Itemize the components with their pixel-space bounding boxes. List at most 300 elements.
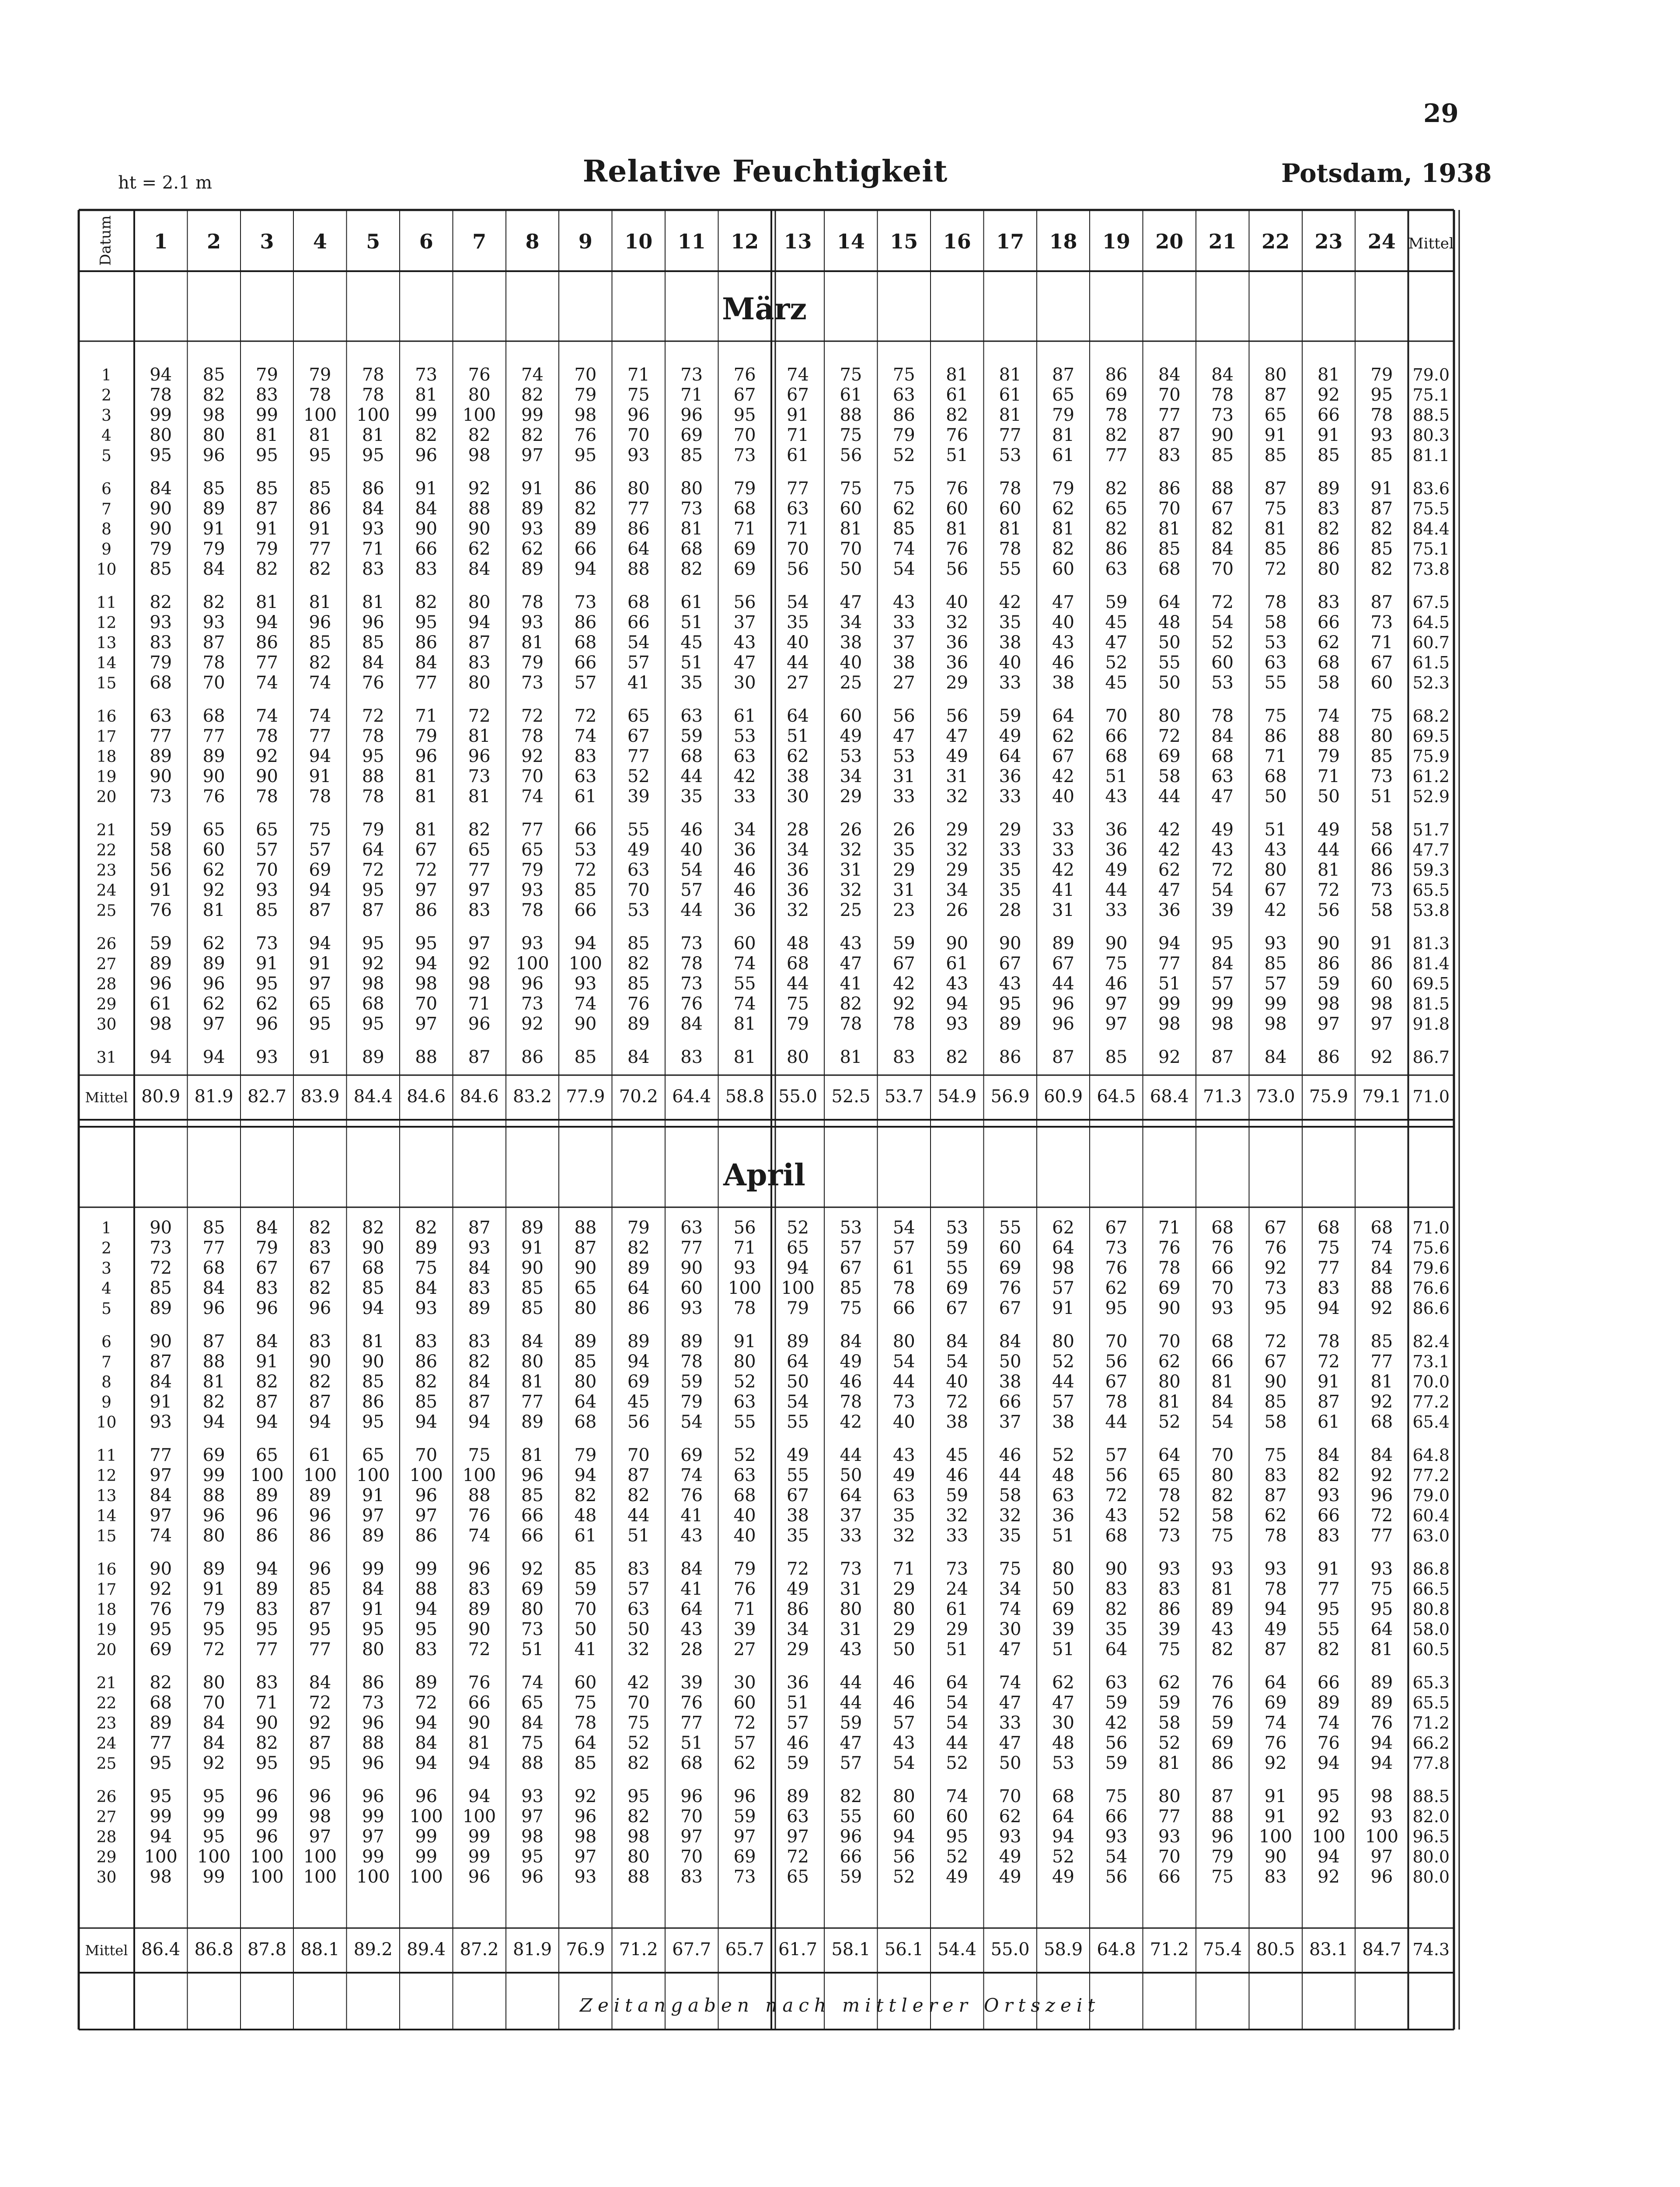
value-cell: 92 — [468, 479, 491, 499]
value-cell: 31 — [892, 766, 915, 786]
value-cell: 85 — [574, 1047, 597, 1067]
value-cell: 47 — [1052, 592, 1074, 612]
value-cell: 77 — [309, 726, 331, 746]
value-cell: 82 — [1105, 519, 1128, 539]
value-cell: 74 — [680, 1465, 703, 1485]
value-cell: 91 — [1264, 425, 1287, 445]
value-cell: 84 — [256, 1218, 278, 1238]
value-cell: 78 — [1105, 1392, 1128, 1412]
value-cell: 97 — [415, 1506, 438, 1526]
value-cell: 78 — [1158, 1485, 1181, 1506]
value-cell: 82 — [309, 653, 331, 673]
value-cell: 88 — [1211, 1806, 1234, 1827]
value-cell: 32 — [946, 840, 969, 860]
value-cell: 67 — [787, 385, 809, 405]
value-cell: 92 — [362, 954, 384, 974]
value-cell: 33 — [1052, 840, 1074, 860]
value-cell: 42 — [840, 1412, 862, 1432]
daily-mean-cell: 68.2 — [1412, 706, 1450, 726]
value-cell: 79 — [362, 820, 384, 840]
value-cell: 93 — [202, 612, 225, 632]
value-cell: 92 — [521, 1014, 544, 1034]
value-cell: 85 — [1264, 954, 1287, 974]
value-cell: 85 — [256, 900, 278, 920]
value-cell: 57 — [892, 1713, 915, 1733]
value-cell: 73 — [521, 994, 544, 1014]
value-cell: 59 — [1318, 974, 1340, 994]
value-cell: 91 — [309, 766, 331, 786]
value-cell: 96 — [468, 1014, 491, 1034]
value-cell: 90 — [362, 1352, 384, 1372]
value-cell: 90 — [574, 1258, 597, 1278]
value-cell: 83 — [468, 900, 491, 920]
value-cell: 43 — [1052, 632, 1074, 653]
value-cell: 100 — [250, 1847, 284, 1867]
value-cell: 83 — [468, 653, 491, 673]
value-cell: 97 — [309, 1827, 331, 1847]
value-cell: 93 — [521, 880, 544, 900]
value-cell: 81 — [999, 519, 1021, 539]
footer-note: Zeitangaben nach mittlerer Ortszeit — [579, 1995, 1101, 2016]
value-cell: 82 — [202, 592, 225, 612]
value-cell: 95 — [574, 445, 597, 465]
value-cell: 63 — [733, 1392, 756, 1412]
value-cell: 81 — [415, 820, 438, 840]
value-cell: 79 — [680, 1392, 703, 1412]
date-cell: 29 — [96, 1848, 117, 1866]
value-cell: 37 — [892, 632, 915, 653]
page-title: Relative Feuchtigkeit — [582, 154, 948, 189]
value-cell: 54 — [946, 1352, 969, 1372]
value-cell: 29 — [946, 860, 969, 880]
hourly-mean-cell: 52.5 — [831, 1087, 871, 1107]
date-cell: 3 — [101, 407, 112, 425]
value-cell: 29 — [840, 786, 862, 807]
value-cell: 79 — [1370, 365, 1393, 385]
value-cell: 99 — [1264, 994, 1287, 1014]
value-cell: 43 — [840, 1639, 862, 1659]
value-cell: 75 — [892, 365, 915, 385]
hour-header: 8 — [525, 230, 540, 253]
hour-header: 23 — [1314, 230, 1343, 253]
hour-header: 12 — [731, 230, 759, 253]
value-cell: 90 — [1211, 425, 1234, 445]
value-cell: 78 — [1318, 1331, 1340, 1352]
value-cell: 54 — [787, 1392, 809, 1412]
value-cell: 65 — [1264, 405, 1287, 425]
value-cell: 97 — [787, 1827, 809, 1847]
value-cell: 81 — [999, 405, 1021, 425]
value-cell: 77 — [202, 1238, 225, 1258]
value-cell: 49 — [627, 840, 650, 860]
value-cell: 43 — [680, 1526, 703, 1546]
value-cell: 89 — [1052, 933, 1074, 954]
value-cell: 55 — [627, 820, 650, 840]
hourly-mean-cell: 75.9 — [1309, 1087, 1349, 1107]
value-cell: 35 — [892, 1506, 915, 1526]
value-cell: 52 — [733, 1445, 756, 1465]
value-cell: 83 — [1318, 1278, 1340, 1298]
value-cell: 75 — [1264, 706, 1287, 726]
value-cell: 92 — [1264, 1753, 1287, 1773]
value-cell: 77 — [256, 653, 278, 673]
value-cell: 31 — [946, 766, 969, 786]
value-cell: 85 — [202, 1218, 225, 1238]
value-cell: 88 — [415, 1579, 438, 1599]
value-cell: 70 — [1211, 559, 1234, 579]
value-cell: 84 — [256, 1331, 278, 1352]
value-cell: 36 — [787, 1673, 809, 1693]
value-cell: 58 — [1318, 673, 1340, 693]
value-cell: 89 — [680, 1331, 703, 1352]
month-title: März — [722, 292, 807, 327]
value-cell: 90 — [1318, 933, 1340, 954]
value-cell: 86 — [362, 1392, 384, 1412]
value-cell: 82 — [1105, 479, 1128, 499]
date-cell: 6 — [101, 1333, 112, 1351]
value-cell: 70 — [627, 880, 650, 900]
value-cell: 96 — [1370, 1485, 1393, 1506]
daily-mean-cell: 60.7 — [1412, 633, 1450, 652]
value-cell: 64 — [1105, 1639, 1128, 1659]
hourly-mean-cell: 87.8 — [247, 1939, 287, 1960]
daily-mean-cell: 81.4 — [1412, 954, 1450, 973]
value-cell: 75 — [415, 1258, 438, 1278]
hourly-mean-cell: 64.4 — [672, 1087, 711, 1107]
value-cell: 81 — [1211, 1372, 1234, 1392]
value-cell: 65 — [1158, 1465, 1181, 1485]
value-cell: 76 — [362, 673, 384, 693]
hourly-mean-cell: 80.5 — [1256, 1939, 1295, 1960]
hourly-mean-cell: 60.9 — [1043, 1087, 1083, 1107]
value-cell: 74 — [946, 1786, 969, 1806]
value-cell: 36 — [787, 880, 809, 900]
value-cell: 61 — [1318, 1412, 1340, 1432]
value-cell: 82 — [309, 559, 331, 579]
value-cell: 72 — [1264, 559, 1287, 579]
value-cell: 35 — [1105, 1619, 1128, 1639]
value-cell: 75 — [840, 365, 862, 385]
value-cell: 93 — [1318, 1485, 1340, 1506]
value-cell: 98 — [1370, 1786, 1393, 1806]
value-cell: 39 — [1052, 1619, 1074, 1639]
value-cell: 91 — [150, 880, 172, 900]
value-cell: 91 — [787, 405, 809, 425]
value-cell: 81 — [256, 425, 278, 445]
value-cell: 57 — [840, 1238, 862, 1258]
value-cell: 47 — [999, 1639, 1021, 1659]
value-cell: 95 — [362, 445, 384, 465]
value-cell: 70 — [999, 1786, 1021, 1806]
value-cell: 55 — [787, 1412, 809, 1432]
value-cell: 83 — [468, 1278, 491, 1298]
value-cell: 82 — [946, 405, 969, 425]
value-cell: 96 — [202, 974, 225, 994]
value-cell: 48 — [787, 933, 809, 954]
value-cell: 95 — [256, 1619, 278, 1639]
value-cell: 40 — [946, 1372, 969, 1392]
value-cell: 99 — [415, 1559, 438, 1579]
value-cell: 84 — [415, 1278, 438, 1298]
daily-mean-cell: 71.2 — [1412, 1713, 1450, 1733]
value-cell: 78 — [521, 592, 544, 612]
value-cell: 87 — [1158, 425, 1181, 445]
value-cell: 47 — [840, 954, 862, 974]
value-cell: 86 — [362, 1673, 384, 1693]
value-cell: 59 — [840, 1713, 862, 1733]
value-cell: 89 — [627, 1258, 650, 1278]
value-cell: 63 — [1211, 766, 1234, 786]
value-cell: 69 — [202, 1445, 225, 1465]
value-cell: 72 — [574, 860, 597, 880]
value-cell: 56 — [733, 1218, 756, 1238]
value-cell: 84 — [1211, 1392, 1234, 1412]
value-cell: 99 — [256, 1806, 278, 1827]
daily-mean-cell: 63.0 — [1412, 1526, 1450, 1545]
value-cell: 42 — [1264, 900, 1287, 920]
value-cell: 30 — [733, 673, 756, 693]
value-cell: 60 — [1052, 559, 1074, 579]
value-cell: 50 — [574, 1619, 597, 1639]
value-cell: 85 — [627, 974, 650, 994]
date-cell: 19 — [96, 768, 117, 786]
value-cell: 68 — [680, 1753, 703, 1773]
date-cell: 11 — [96, 1447, 117, 1465]
value-cell: 89 — [202, 954, 225, 974]
value-cell: 78 — [999, 479, 1021, 499]
value-cell: 87 — [309, 1733, 331, 1753]
value-cell: 65 — [468, 840, 491, 860]
value-cell: 85 — [521, 1485, 544, 1506]
value-cell: 83 — [468, 1579, 491, 1599]
value-cell: 60 — [1370, 673, 1393, 693]
value-cell: 78 — [892, 1014, 915, 1034]
value-cell: 96 — [309, 1506, 331, 1526]
value-cell: 82 — [150, 1673, 172, 1693]
value-cell: 95 — [150, 1786, 172, 1806]
value-cell: 62 — [1264, 1506, 1287, 1526]
value-cell: 49 — [999, 726, 1021, 746]
value-cell: 44 — [840, 1673, 862, 1693]
value-cell: 76 — [1211, 1238, 1234, 1258]
value-cell: 26 — [892, 820, 915, 840]
value-cell: 86 — [1318, 954, 1340, 974]
hour-header: 14 — [837, 230, 865, 253]
value-cell: 32 — [946, 786, 969, 807]
value-cell: 75 — [1105, 954, 1128, 974]
value-cell: 93 — [150, 1412, 172, 1432]
hour-header: 20 — [1155, 230, 1184, 253]
value-cell: 87 — [202, 1331, 225, 1352]
value-cell: 94 — [574, 933, 597, 954]
value-cell: 85 — [574, 1753, 597, 1773]
value-cell: 87 — [468, 1218, 491, 1238]
value-cell: 76 — [946, 539, 969, 559]
value-cell: 65 — [309, 994, 331, 1014]
date-cell: 7 — [101, 1353, 112, 1371]
daily-mean-cell: 86.6 — [1412, 1299, 1450, 1318]
value-cell: 37 — [733, 612, 756, 632]
value-cell: 52 — [733, 1372, 756, 1392]
value-cell: 98 — [362, 974, 384, 994]
value-cell: 59 — [787, 1753, 809, 1773]
date-cell: 15 — [96, 1527, 117, 1545]
hourly-mean-cell: 54.4 — [938, 1939, 977, 1960]
value-cell: 44 — [946, 1733, 969, 1753]
value-cell: 86 — [787, 1599, 809, 1619]
value-cell: 58 — [1264, 1412, 1287, 1432]
hourly-mean-cell: 89.4 — [407, 1939, 446, 1960]
value-cell: 93 — [521, 519, 544, 539]
value-cell: 61 — [680, 592, 703, 612]
value-cell: 79 — [256, 1238, 278, 1258]
value-cell: 29 — [946, 673, 969, 693]
value-cell: 32 — [840, 840, 862, 860]
value-cell: 85 — [521, 1298, 544, 1318]
value-cell: 99 — [202, 1465, 225, 1485]
value-cell: 87 — [1264, 385, 1287, 405]
date-cell: 21 — [96, 1674, 117, 1692]
value-cell: 71 — [415, 706, 438, 726]
value-cell: 94 — [1370, 1733, 1393, 1753]
value-cell: 95 — [733, 405, 756, 425]
value-cell: 80 — [468, 673, 491, 693]
value-cell: 93 — [1105, 1827, 1128, 1847]
value-cell: 100 — [1258, 1827, 1293, 1847]
value-cell: 47 — [892, 726, 915, 746]
value-cell: 90 — [946, 933, 969, 954]
value-cell: 88 — [202, 1352, 225, 1372]
value-cell: 78 — [1264, 592, 1287, 612]
value-cell: 92 — [574, 1786, 597, 1806]
value-cell: 67 — [627, 726, 650, 746]
hour-header: 19 — [1102, 230, 1130, 253]
value-cell: 84 — [202, 1733, 225, 1753]
value-cell: 68 — [1105, 746, 1128, 766]
value-cell: 70 — [202, 1693, 225, 1713]
value-cell: 81 — [521, 632, 544, 653]
value-cell: 85 — [574, 880, 597, 900]
value-cell: 74 — [733, 994, 756, 1014]
value-cell: 72 — [1318, 1352, 1340, 1372]
date-cell: 16 — [96, 1561, 117, 1579]
value-cell: 60 — [202, 840, 225, 860]
hourly-mean-cell: 55.0 — [778, 1087, 818, 1107]
value-cell: 81 — [733, 1014, 756, 1034]
value-cell: 72 — [1211, 592, 1234, 612]
value-cell: 63 — [1105, 559, 1128, 579]
value-cell: 84 — [468, 1372, 491, 1392]
value-cell: 88 — [468, 1485, 491, 1506]
value-cell: 89 — [1370, 1673, 1393, 1693]
value-cell: 56 — [1105, 1867, 1128, 1887]
value-cell: 73 — [1370, 612, 1393, 632]
value-cell: 37 — [999, 1412, 1021, 1432]
value-cell: 66 — [840, 1847, 862, 1867]
daily-mean-cell: 80.3 — [1412, 426, 1450, 445]
value-cell: 84 — [946, 1331, 969, 1352]
value-cell: 66 — [521, 1526, 544, 1546]
daily-mean-cell: 69.5 — [1412, 727, 1450, 746]
value-cell: 93 — [627, 445, 650, 465]
daily-mean-cell: 82.0 — [1412, 1807, 1450, 1826]
value-cell: 94 — [309, 933, 331, 954]
value-cell: 77 — [309, 1639, 331, 1659]
value-cell: 36 — [733, 900, 756, 920]
value-cell: 99 — [202, 1806, 225, 1827]
daily-mean-cell: 61.5 — [1412, 653, 1450, 672]
value-cell: 97 — [1370, 1014, 1393, 1034]
value-cell: 81 — [202, 900, 225, 920]
value-cell: 76 — [468, 365, 491, 385]
value-cell: 35 — [999, 612, 1021, 632]
value-cell: 74 — [892, 539, 915, 559]
value-cell: 33 — [892, 786, 915, 807]
value-cell: 67 — [1370, 653, 1393, 673]
value-cell: 36 — [946, 653, 969, 673]
value-cell: 46 — [892, 1673, 915, 1693]
value-cell: 94 — [256, 1559, 278, 1579]
value-cell: 62 — [1158, 1673, 1181, 1693]
value-cell: 71 — [1370, 632, 1393, 653]
value-cell: 80 — [574, 1372, 597, 1392]
value-cell: 78 — [362, 365, 384, 385]
value-cell: 93 — [1158, 1827, 1181, 1847]
value-cell: 49 — [1211, 820, 1234, 840]
date-cell: 7 — [101, 500, 112, 518]
value-cell: 71 — [733, 1238, 756, 1258]
value-cell: 91 — [1318, 1372, 1340, 1392]
value-cell: 65 — [521, 840, 544, 860]
value-cell: 75 — [840, 479, 862, 499]
value-cell: 95 — [362, 1619, 384, 1639]
value-cell: 96 — [362, 1713, 384, 1733]
value-cell: 76 — [1211, 1673, 1234, 1693]
value-cell: 94 — [256, 612, 278, 632]
value-cell: 85 — [1370, 539, 1393, 559]
value-cell: 79 — [574, 385, 597, 405]
value-cell: 26 — [840, 820, 862, 840]
value-cell: 82 — [1052, 539, 1074, 559]
value-cell: 78 — [574, 1713, 597, 1733]
value-cell: 89 — [256, 1579, 278, 1599]
value-cell: 68 — [1264, 766, 1287, 786]
value-cell: 98 — [1264, 1014, 1287, 1034]
value-cell: 75 — [309, 820, 331, 840]
value-cell: 79 — [1052, 405, 1074, 425]
value-cell: 58 — [150, 840, 172, 860]
date-cell: 30 — [96, 1016, 117, 1034]
value-cell: 50 — [999, 1753, 1021, 1773]
value-cell: 89 — [256, 1485, 278, 1506]
value-cell: 95 — [1370, 1599, 1393, 1619]
value-cell: 68 — [733, 499, 756, 519]
hourly-mean-cell: 83.1 — [1309, 1939, 1349, 1960]
daily-mean-cell: 75.1 — [1412, 385, 1450, 405]
value-cell: 32 — [946, 612, 969, 632]
value-cell: 72 — [362, 706, 384, 726]
value-cell: 95 — [202, 1827, 225, 1847]
hour-header: 18 — [1049, 230, 1077, 253]
value-cell: 39 — [733, 1619, 756, 1639]
hourly-mean-cell: 75.4 — [1203, 1939, 1242, 1960]
value-cell: 76 — [999, 1278, 1021, 1298]
value-cell: 97 — [362, 1506, 384, 1526]
value-cell: 80 — [627, 1847, 650, 1867]
value-cell: 73 — [840, 1559, 862, 1579]
value-cell: 76 — [680, 1693, 703, 1713]
daily-mean-cell: 73.8 — [1412, 559, 1450, 579]
